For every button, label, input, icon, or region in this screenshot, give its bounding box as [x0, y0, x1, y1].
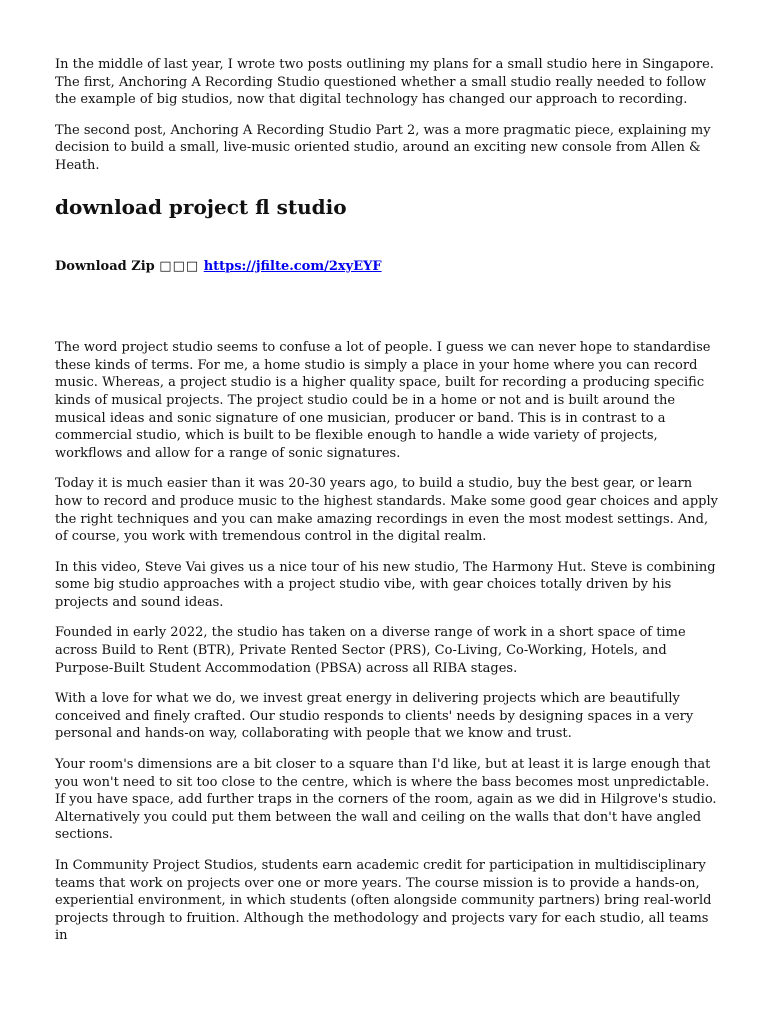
body-paragraph-2: Today it is much easier than it was 20-30 years ago, to build a studio, buy the best gear, or learn how to record and produce music to the highest standards. Make some good gear choices and apply the right techniques and you can make amazing recordings in even the most modest settings. And, of course, you work with tremendous control in the digital realm. — [55, 476, 718, 545]
body-paragraph-1: The word project studio seems to confuse a lot of people. I guess we can never hope to standardise these kinds of terms. For me, a home studio is simply a place in your home where you can record music. Whereas, a project studio is a higher quality space, built for recording a producing specific kinds of musical projects. The project studio could be in a home or not and is built around the musical ideas and sonic signature of one musician, producer or band. This is in contrast to a commercial studio, which is built to be flexible enough to handle a wide variety of projects, workflows and allow for a range of sonic signatures. — [55, 340, 711, 461]
download-arrows-icon: □□□ — [159, 258, 200, 274]
page-heading: download project fl studio — [55, 194, 347, 219]
document-page — [55, 56, 720, 945]
download-line — [55, 258, 720, 276]
body-paragraph-7: In Community Project Studios, students earn academic credit for participation in multidisciplinary teams that work on projects over one or more years. The course mission is to provide a hands-on, experiential environment, in which students (often alongside community partners) bring real-world projects through to fruition. Although the methodology and projects vary for each studio, all teams in — [55, 858, 712, 944]
body-paragraph-5: With a love for what we do, we invest great energy in delivering projects which are beautifully conceived and finely crafted. Our studio responds to clients' needs by designing spaces in a very personal and hands-on way, collaborating with people that we know and trust. — [55, 691, 694, 742]
download-link[interactable]: https://jfilte.com/2xyEYF — [203, 258, 382, 274]
body-paragraph-3: In this video, Steve Vai gives us a nice tour of his new studio, The Harmony Hut. Steve is combining some big studio approaches with a project studio vibe, with gear choices totally driven by his projects and sound ideas. — [55, 559, 716, 610]
body-paragraph-6: Your room's dimensions are a bit closer to a square than I'd like, but at least it is large enough that you won't need to sit too close to the centre, which is where the bass becomes most unpredictable. If you have space, add further traps in the corners of the room, again as we did in Hilgrove's studio. Alternatively you could put them between the wall and ceiling on the walls that don't have angled sections. — [55, 757, 717, 843]
body-paragraph-4: Founded in early 2022, the studio has taken on a diverse range of work in a short space of time across Build to Rent (BTR), Private Rented Sector (PRS), Co-Living, Co-Working, Hotels, and Purpose-Built Student Accommodation (PBSA) across all RIBA stages. — [55, 625, 686, 676]
download-label: Download Zip — [55, 258, 155, 274]
intro-paragraph-2: The second post, Anchoring A Recording Studio Part 2, was a more pragmatic piece, explaining my decision to build a small, live-music oriented studio, around an exciting new console from Allen & Heath. — [55, 122, 711, 173]
intro-paragraph-1: In the middle of last year, I wrote two posts outlining my plans for a small studio here in Singapore. The first, Anchoring A Recording Studio questioned whether a small studio really needed to follow the example of big studios, now that digital technology has changed our approach to recording. — [55, 57, 714, 108]
